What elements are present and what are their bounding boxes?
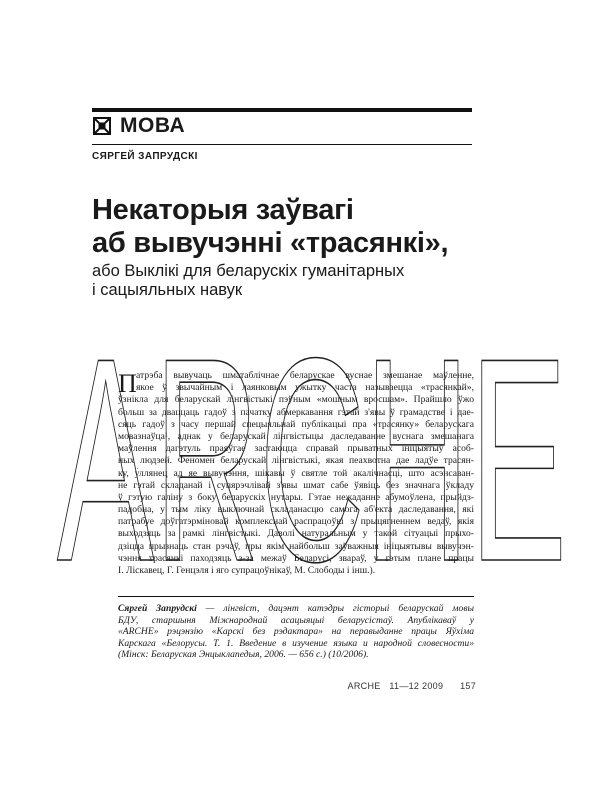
body-line: маўлення дагэтуль праяўгае застаюцца справай прыватных ініцыятыў асоб-	[118, 443, 474, 455]
bio-rule	[118, 596, 474, 597]
page-number: 157	[460, 681, 476, 691]
author-name: СЯРГЕЙ ЗАПРУДСКІ	[92, 151, 198, 162]
subtitle-line: і сацыяльных навук	[92, 281, 243, 299]
body-line: ў гэтую галіну з боку беларускіх нутары. Гэтае нежаданне абумоўлена, прыйдз-	[118, 491, 474, 503]
body-line: больш за дваццаць гадоў з пачатку абмеркавання гэтай з'явы ў грамадстве і дае-	[118, 406, 474, 418]
body-line: ку, у́ллянец ад яе вывучэння, шікавы ў святле той акалічнасці, што асэнсаван-	[118, 467, 474, 479]
footer-issue: 11—12 2009	[389, 681, 444, 691]
bio-text: — лінгвіст, дацэнт катэдры гісторыі беларускай мовы	[196, 603, 474, 614]
bio-line: «ARCHE» рэцэнзію «Карскі без рэдактара» на перавыданне працы Яўхіма	[118, 626, 474, 638]
body-line: атрэба вывучаць шматаблічнае беларускае вуснае змешанае маўленне,	[136, 370, 474, 381]
body-line: мовазнаўца¹, аднак у беларускай лінгвістыцы даследаванне вуснага змешанага	[118, 430, 474, 442]
body-line: ўзнікла для беларускай лінгвістыкі пэўным «мошным вросшам». Прайшло ўжо	[118, 394, 474, 406]
title-line: аб вывучэнні «трасянкі»,	[92, 227, 449, 259]
body-line: падобна, у тым ліку выключнай складанасцю самога аб'екта даследавання, які	[118, 504, 474, 516]
drop-cap: П	[118, 369, 137, 398]
bio-author-name: Сяргей Запрудскі	[118, 603, 197, 614]
section-bottom-rule	[92, 144, 472, 145]
bio-line: (Мінск: Беларуская Энцыклапедыя, 2006. — 656 с.) (10/2006).	[118, 649, 369, 661]
article-subtitle	[92, 262, 404, 300]
page-footer	[342, 681, 476, 691]
body-line: сяць гадоў з часу першай спецыяльнай публікацыі пра «трасянку» беларускага	[118, 418, 474, 430]
section-header	[92, 114, 185, 138]
body-line: чэння трасянкі паходзяць з-за межаў Беларусі, звараў, у гэтым плане працы	[118, 552, 474, 564]
author-bio	[118, 603, 474, 661]
body-line: дзіцца прызнаць стан рэчаў, пры якім найбольш заўважныя ініцыятывы вывучэн-	[118, 540, 474, 552]
body-line: ных людзей. Феномен беларускай лінгвістыкі, якая пеахвотна дае ладўе трасян-	[118, 455, 474, 467]
watermark-text: ARCHE	[57, 298, 567, 622]
section-top-rule	[92, 108, 472, 112]
footer-journal: ARCHE	[347, 681, 381, 691]
body-line: патрабуе доўгатэрміновай комплекснай распрацоўкі з прыцягненнем ведаў, якія	[118, 516, 474, 528]
article-title	[92, 194, 448, 260]
subtitle-line: або Выклікі для беларускіх гуманітарных	[92, 262, 405, 280]
bio-line: Карскага «Белорусы. Т. 1. Введение в изучение языка и народной словесности»	[118, 637, 474, 649]
body-line: якое ў звычайным і лаянковым ужытку часта называецца «трасянкай»,	[136, 382, 474, 394]
bio-line: БДУ, старшыня Міжнароднай асацыяцыі беларусістаў. Апублікаваў у	[118, 614, 474, 626]
section-title: МОВА	[120, 114, 186, 137]
article-body	[118, 370, 474, 577]
title-line: Некаторыя заўвагі	[92, 194, 354, 226]
bio-line	[118, 603, 474, 615]
section-ornament-icon	[92, 116, 112, 136]
body-line: выходзяць за рамкі лінгвістыкі. Даволі натуральным у такой сітуацыі прыхо-	[118, 528, 474, 540]
body-line: І. Ліскавец, Г. Генцэля і яго супрацоўнікаў, М. Слободы і інш.).	[118, 565, 376, 576]
body-line: не гэтай складанай і супярэчлівай з'явы шмат сабе ўявіць без значнага ўкладу	[118, 479, 474, 491]
